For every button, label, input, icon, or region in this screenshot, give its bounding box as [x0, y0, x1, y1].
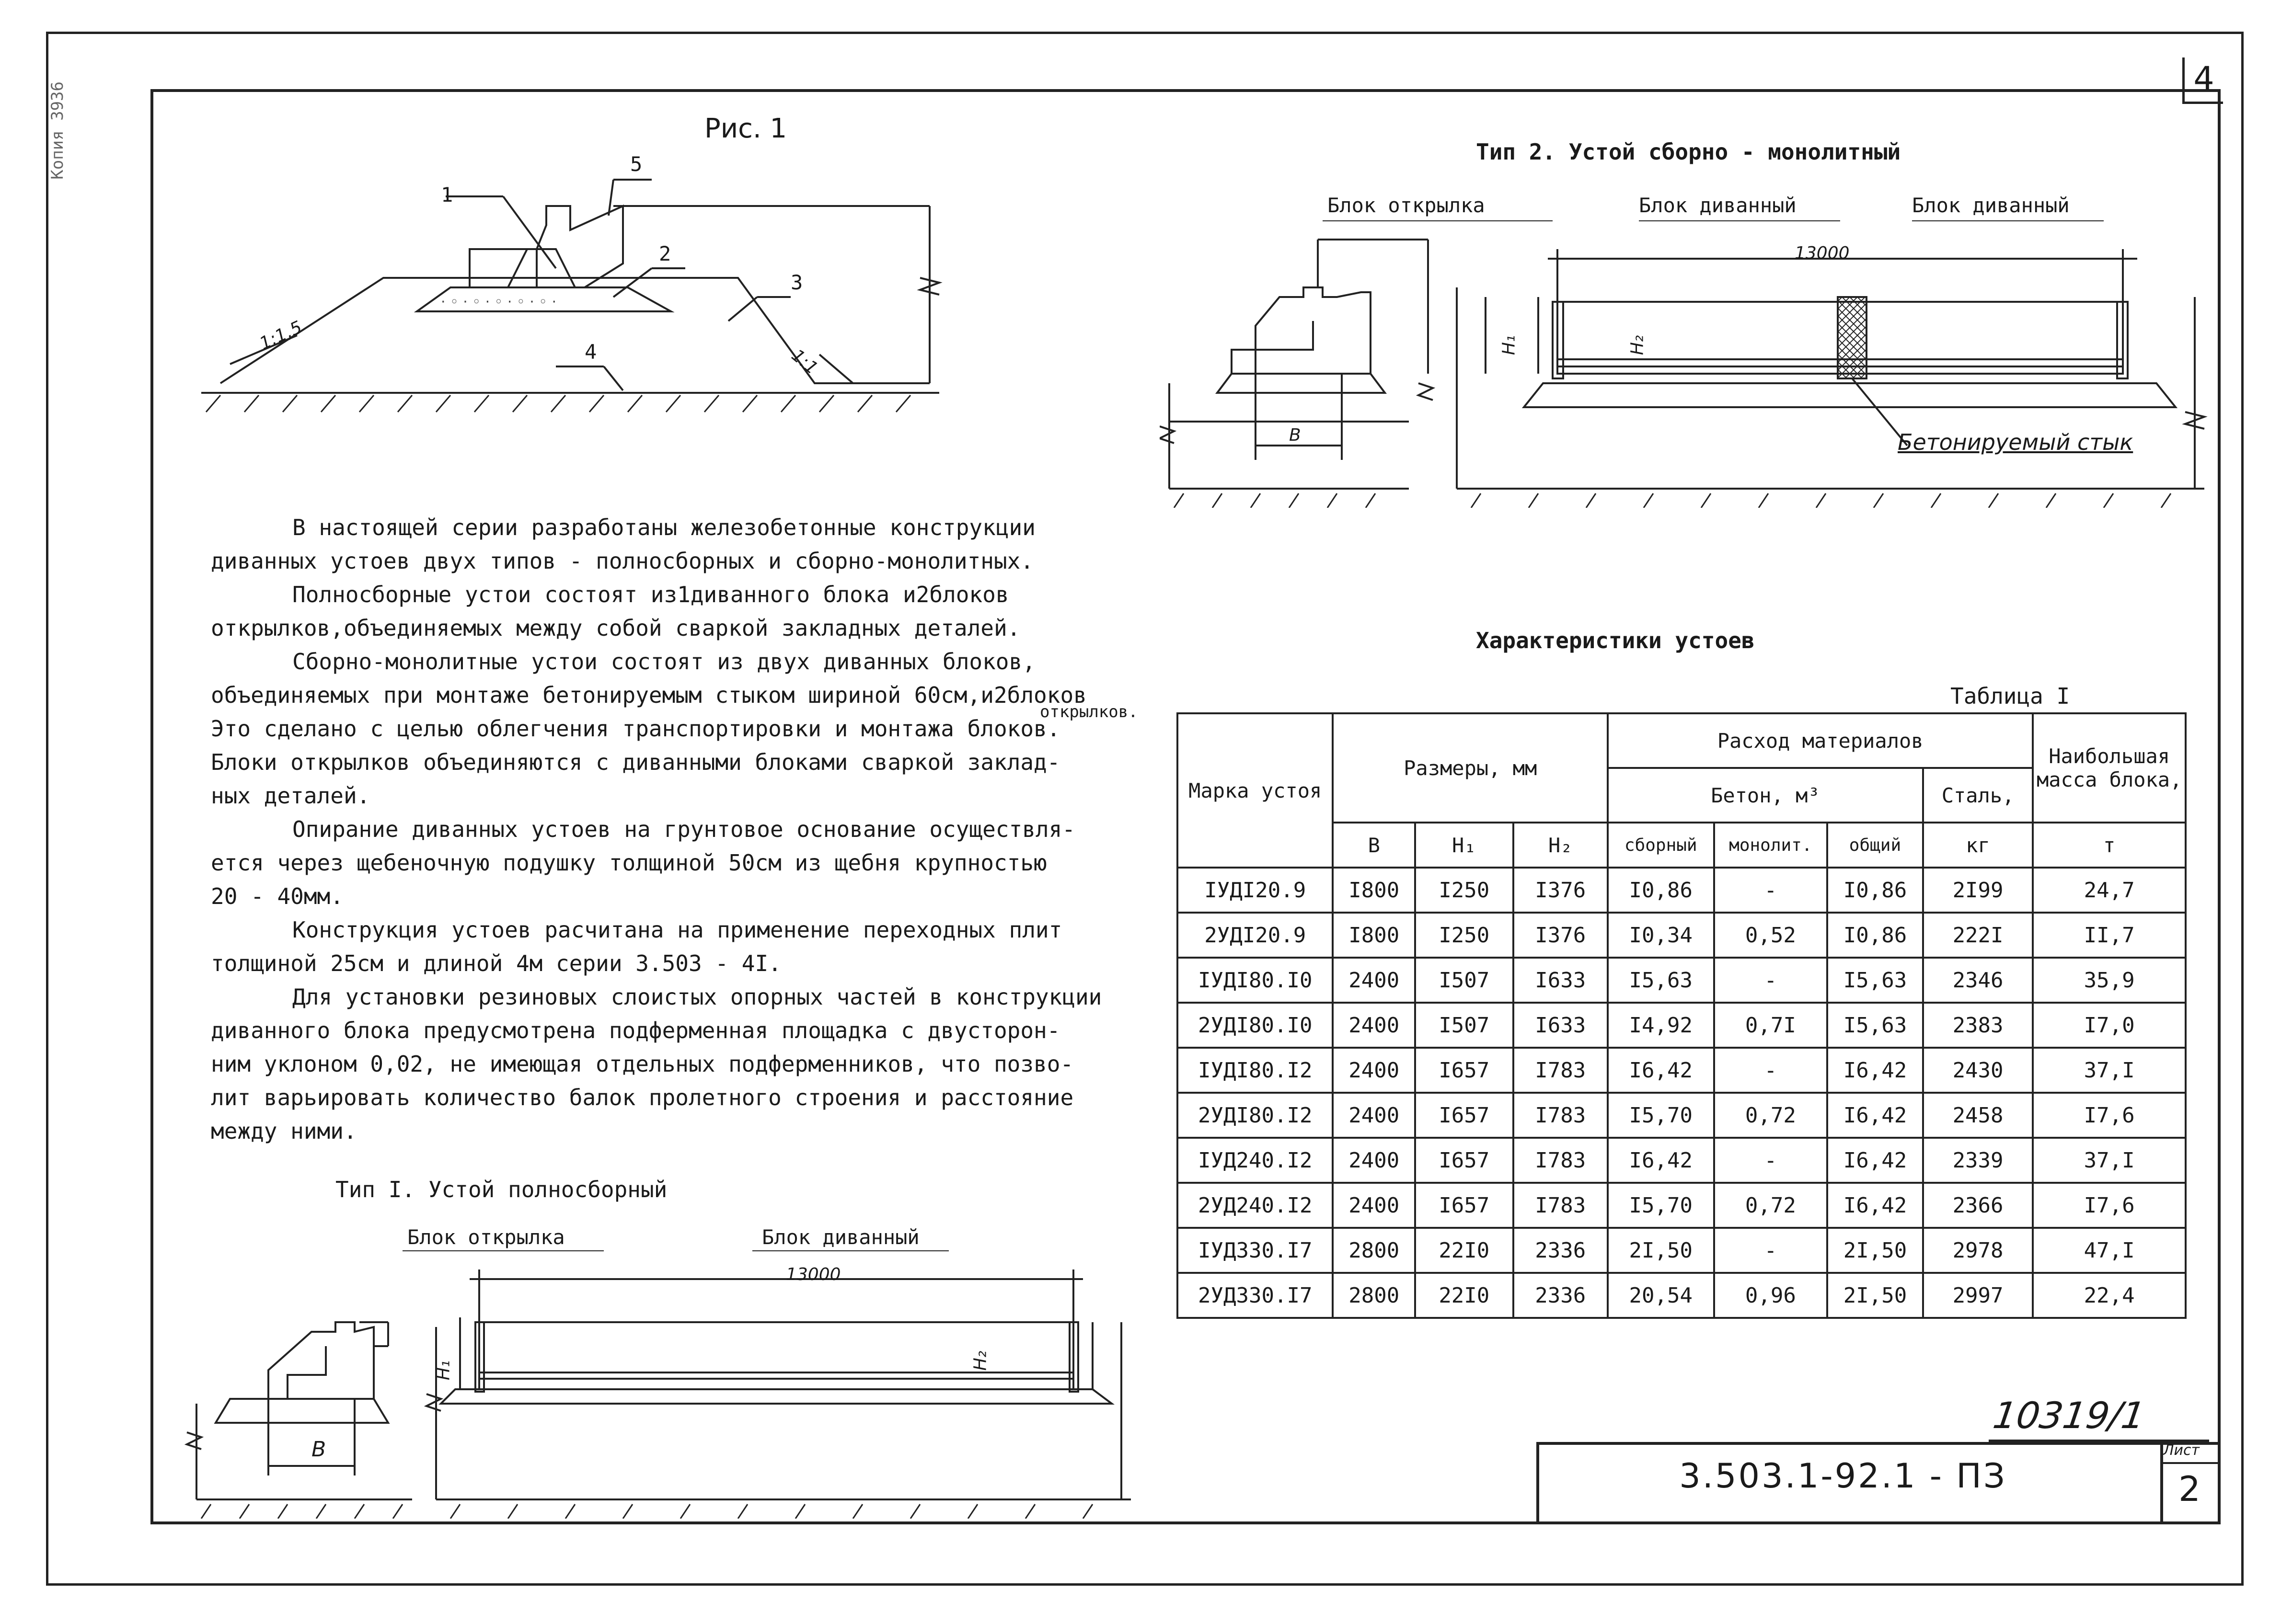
- type1-dim-length: 13000: [786, 1265, 841, 1284]
- fig1-callout-1: 1: [441, 183, 453, 206]
- cell-mark: IУДI80.I2: [1177, 1048, 1333, 1093]
- cell-total: 2I,50: [1827, 1273, 1923, 1318]
- fig1-cross-section: [192, 153, 968, 422]
- table-row: [1177, 1183, 2186, 1228]
- hdr-b: B: [1333, 823, 1415, 868]
- cell-b: I800: [1333, 868, 1415, 913]
- cell-monolith: 0,72: [1714, 1183, 1828, 1228]
- cell-mark: IУД240.I2: [1177, 1138, 1333, 1183]
- cell-steel: 2430: [1923, 1048, 2033, 1093]
- hdr-unit-steel: кг: [1923, 823, 2033, 868]
- text-line: Для установки резиновых слоистых опорных частей в конструкции: [292, 984, 1102, 1010]
- characteristics-table: [1176, 712, 2187, 1319]
- type2-dim-h2: H₂: [1627, 335, 1647, 355]
- cell-precast: I5,70: [1608, 1183, 1714, 1228]
- fig1-slope-right: 1:1: [787, 345, 822, 378]
- cell-monolith: 0,7I: [1714, 1003, 1828, 1048]
- cell-total: I5,63: [1827, 1003, 1923, 1048]
- cell-h2: I376: [1513, 913, 1608, 958]
- text-line: ним уклоном 0,02, не имеющая отдельных подферменников, что позво-: [211, 1051, 1074, 1077]
- type1-title: Тип I. Устой полносборный: [335, 1177, 668, 1202]
- text-line: ется через щебеночную подушку толщиной 50см из щебня крупностью: [211, 850, 1047, 876]
- cell-h2: I633: [1513, 958, 1608, 1003]
- cell-precast: I5,63: [1608, 958, 1714, 1003]
- sheet-label: Лист: [2163, 1442, 2200, 1459]
- table-row: [1177, 1048, 2186, 1093]
- text-line: диванного блока предусмотрена подферменная площадка с двусторон-: [211, 1018, 1060, 1043]
- svg-text:· ◦ · ◦ · ◦ · ◦ · ◦ ·: · ◦ · ◦ · ◦ · ◦ · ◦ ·: [441, 294, 557, 310]
- table-row: [1177, 958, 2186, 1003]
- text-line: ных деталей.: [211, 783, 370, 809]
- cell-mass: 37,I: [2033, 1048, 2186, 1093]
- cell-mass: I7,6: [2033, 1183, 2186, 1228]
- cell-h1: I507: [1415, 958, 1513, 1003]
- type1-dim-b: B: [311, 1437, 326, 1462]
- cell-b: 2400: [1333, 958, 1415, 1003]
- text-line: открылков,объединяемых между собой сваркой закладных деталей.: [211, 615, 1021, 641]
- cell-steel: 2339: [1923, 1138, 2033, 1183]
- sheet-corner-number: 4: [2182, 57, 2223, 104]
- table-row: [1177, 1093, 2186, 1138]
- cell-total: I6,42: [1827, 1048, 1923, 1093]
- type2-joint-label: Бетонируемый стык: [1898, 429, 2133, 455]
- table-label: Таблица I: [1950, 683, 2070, 709]
- type2-title: Тип 2. Устой сборно - монолитный: [1476, 139, 1901, 165]
- cell-h1: 22I0: [1415, 1228, 1513, 1273]
- cell-total: 2I,50: [1827, 1228, 1923, 1273]
- cell-h1: I507: [1415, 1003, 1513, 1048]
- cell-steel: 2978: [1923, 1228, 2033, 1273]
- cell-h2: I783: [1513, 1138, 1608, 1183]
- cell-h2: I783: [1513, 1093, 1608, 1138]
- hdr-unit-mass: т: [2033, 823, 2186, 868]
- fig1-callout-2: 2: [659, 242, 671, 265]
- cell-total: I0,86: [1827, 868, 1923, 913]
- text-line: В настоящей серии разработаны железобетонные конструкции: [292, 515, 1036, 540]
- fig1-callout-5: 5: [630, 152, 643, 176]
- cell-h2: I783: [1513, 1183, 1608, 1228]
- cell-mass: 24,7: [2033, 868, 2186, 913]
- cell-precast: I4,92: [1608, 1003, 1714, 1048]
- type2-dim-b: B: [1289, 425, 1301, 445]
- table-row: [1177, 1228, 2186, 1273]
- cell-steel: 2346: [1923, 958, 2033, 1003]
- cell-precast: I6,42: [1608, 1138, 1714, 1183]
- cell-b: 2400: [1333, 1138, 1415, 1183]
- hdr-mark: Марка устоя: [1177, 713, 1333, 868]
- fig1-callout-3: 3: [791, 271, 803, 294]
- type2-label-block1: Блок диванный: [1639, 194, 1797, 217]
- cell-mark: 2УДI80.I2: [1177, 1093, 1333, 1138]
- text-line: объединяемых при монтаже бетонируемым стыком шириной 60см,и2блоков: [211, 682, 1087, 708]
- type2-label-block2: Блок диванный: [1912, 194, 2070, 217]
- type2-dim-h1: H₁: [1499, 335, 1519, 355]
- cell-steel: 2997: [1923, 1273, 2033, 1318]
- cell-b: 2800: [1333, 1228, 1415, 1273]
- text-line: Сборно-монолитные устои состоят из двух диванных блоков,: [292, 649, 1036, 675]
- cell-steel: 2I99: [1923, 868, 2033, 913]
- cell-b: 2400: [1333, 1048, 1415, 1093]
- text-line: между ними.: [211, 1118, 357, 1144]
- cell-total: I6,42: [1827, 1093, 1923, 1138]
- document-code: 3.503.1-92.1 - ПЗ: [1679, 1456, 2007, 1496]
- cell-steel: 2366: [1923, 1183, 2033, 1228]
- cell-mass: 22,4: [2033, 1273, 2186, 1318]
- text-line: 20 - 40мм.: [211, 883, 344, 909]
- text-line: Конструкция устоев расчитана на применение переходных плит: [292, 917, 1062, 943]
- cell-b: 2400: [1333, 1183, 1415, 1228]
- text-line: Опирание диванных устоев на грунтовое основание осуществля-: [292, 816, 1075, 842]
- cell-mark: IУД330.I7: [1177, 1228, 1333, 1273]
- cell-mark: IУДI80.I0: [1177, 958, 1333, 1003]
- text-line: Блоки открылков объединяются с диванными блоками сваркой заклад-: [211, 749, 1060, 775]
- hdr-sizes: Размеры, мм: [1333, 713, 1607, 823]
- cell-mass: I7,6: [2033, 1093, 2186, 1138]
- hdr-h2: H₂: [1513, 823, 1608, 868]
- fig1-title: Рис. 1: [704, 113, 787, 144]
- type2-label-wing: Блок открылка: [1327, 194, 1485, 217]
- cell-mark: 2УД330.I7: [1177, 1273, 1333, 1318]
- cell-monolith: -: [1714, 958, 1828, 1003]
- fig1-callout-4: 4: [585, 340, 597, 364]
- explanatory-text: [211, 511, 1150, 1148]
- cell-precast: I0,86: [1608, 868, 1714, 913]
- cell-h1: I250: [1415, 913, 1513, 958]
- table-row: [1177, 1003, 2186, 1048]
- table-row: [1177, 1273, 2186, 1318]
- cell-mass: 37,I: [2033, 1138, 2186, 1183]
- archive-number: 10319/1: [1990, 1394, 2148, 1437]
- text-line: Это сделано с целью облегчения транспортировки и монтажа блоков.: [211, 716, 1060, 742]
- type1-dim-h2: H₂: [970, 1350, 991, 1371]
- cell-monolith: -: [1714, 1138, 1828, 1183]
- cell-b: 2400: [1333, 1093, 1415, 1138]
- cell-h1: I657: [1415, 1093, 1513, 1138]
- cell-h1: I250: [1415, 868, 1513, 913]
- cell-h2: 2336: [1513, 1228, 1608, 1273]
- table-row: [1177, 868, 2186, 913]
- table-row: [1177, 1138, 2186, 1183]
- cell-mass: I7,0: [2033, 1003, 2186, 1048]
- table-header-row: [1177, 713, 2186, 768]
- hdr-mass: Наибольшая масса блока,: [2033, 713, 2186, 823]
- table-heading: Характеристики устоев: [1476, 628, 1755, 653]
- cell-total: I6,42: [1827, 1138, 1923, 1183]
- cell-monolith: -: [1714, 1228, 1828, 1273]
- cell-total: I5,63: [1827, 958, 1923, 1003]
- cell-precast: 20,54: [1608, 1273, 1714, 1318]
- cell-h1: I657: [1415, 1048, 1513, 1093]
- cell-h2: I376: [1513, 868, 1608, 913]
- hdr-steel: Сталь,: [1923, 768, 2033, 823]
- cell-total: I0,86: [1827, 913, 1923, 958]
- cell-mark: 2УД240.I2: [1177, 1183, 1333, 1228]
- cell-mass: 47,I: [2033, 1228, 2186, 1273]
- hdr-materials: Расход материалов: [1608, 713, 2033, 768]
- fig1-slope-left: 1:1,5: [256, 317, 305, 354]
- cell-precast: I6,42: [1608, 1048, 1714, 1093]
- cell-monolith: -: [1714, 868, 1828, 913]
- cell-b: I800: [1333, 913, 1415, 958]
- sheet-number: 2: [2178, 1469, 2200, 1509]
- cell-h1: 22I0: [1415, 1273, 1513, 1318]
- sheet-cell-divider: [2160, 1462, 2221, 1464]
- type1-label-block: Блок диванный: [762, 1225, 920, 1249]
- cell-h2: I783: [1513, 1048, 1608, 1093]
- cell-b: 2800: [1333, 1273, 1415, 1318]
- hdr-concrete: Бетон, м³: [1608, 768, 1923, 823]
- cell-steel: 2383: [1923, 1003, 2033, 1048]
- cell-b: 2400: [1333, 1003, 1415, 1048]
- cell-mark: 2УДI20.9: [1177, 913, 1333, 958]
- hdr-precast: сборный: [1608, 823, 1714, 868]
- table-row: [1177, 913, 2186, 958]
- insert-note: открылков.: [1040, 702, 1138, 721]
- text-line: толщиной 25см и длиной 4м серии 3.503 - 4I.: [211, 950, 782, 976]
- cell-total: I6,42: [1827, 1183, 1923, 1228]
- cell-steel: 2458: [1923, 1093, 2033, 1138]
- cell-monolith: 0,96: [1714, 1273, 1828, 1318]
- cell-precast: I0,34: [1608, 913, 1714, 958]
- cell-monolith: 0,52: [1714, 913, 1828, 958]
- type1-drawing: [182, 1250, 1131, 1519]
- cell-h1: I657: [1415, 1138, 1513, 1183]
- type1-dim-h1: H₁: [434, 1360, 454, 1381]
- cell-monolith: 0,72: [1714, 1093, 1828, 1138]
- cell-mark: 2УДI80.I0: [1177, 1003, 1333, 1048]
- cell-h1: I657: [1415, 1183, 1513, 1228]
- text-line: Полносборные устои состоят из1диванного блока и2блоков: [292, 582, 1009, 607]
- cell-mass: II,7: [2033, 913, 2186, 958]
- margin-note: Копия 3936: [48, 81, 67, 180]
- hdr-total: общий: [1827, 823, 1923, 868]
- cell-precast: 2I,50: [1608, 1228, 1714, 1273]
- type2-drawing: [1160, 220, 2214, 508]
- cell-mark: IУДI20.9: [1177, 868, 1333, 913]
- text-line: лит варьировать количество балок пролетного строения и расстояние: [211, 1085, 1074, 1110]
- cell-h2: I633: [1513, 1003, 1608, 1048]
- cell-precast: I5,70: [1608, 1093, 1714, 1138]
- cell-steel: 222I: [1923, 913, 2033, 958]
- hdr-monolith: монолит.: [1714, 823, 1828, 868]
- hdr-h1: H₁: [1415, 823, 1513, 868]
- type2-dim-length: 13000: [1795, 243, 1850, 263]
- text-line: диванных устоев двух типов - полносборных и сборно-монолитных.: [211, 548, 1034, 574]
- cell-h2: 2336: [1513, 1273, 1608, 1318]
- cell-mass: 35,9: [2033, 958, 2186, 1003]
- cell-monolith: -: [1714, 1048, 1828, 1093]
- type1-label-wing: Блок открылка: [407, 1225, 565, 1249]
